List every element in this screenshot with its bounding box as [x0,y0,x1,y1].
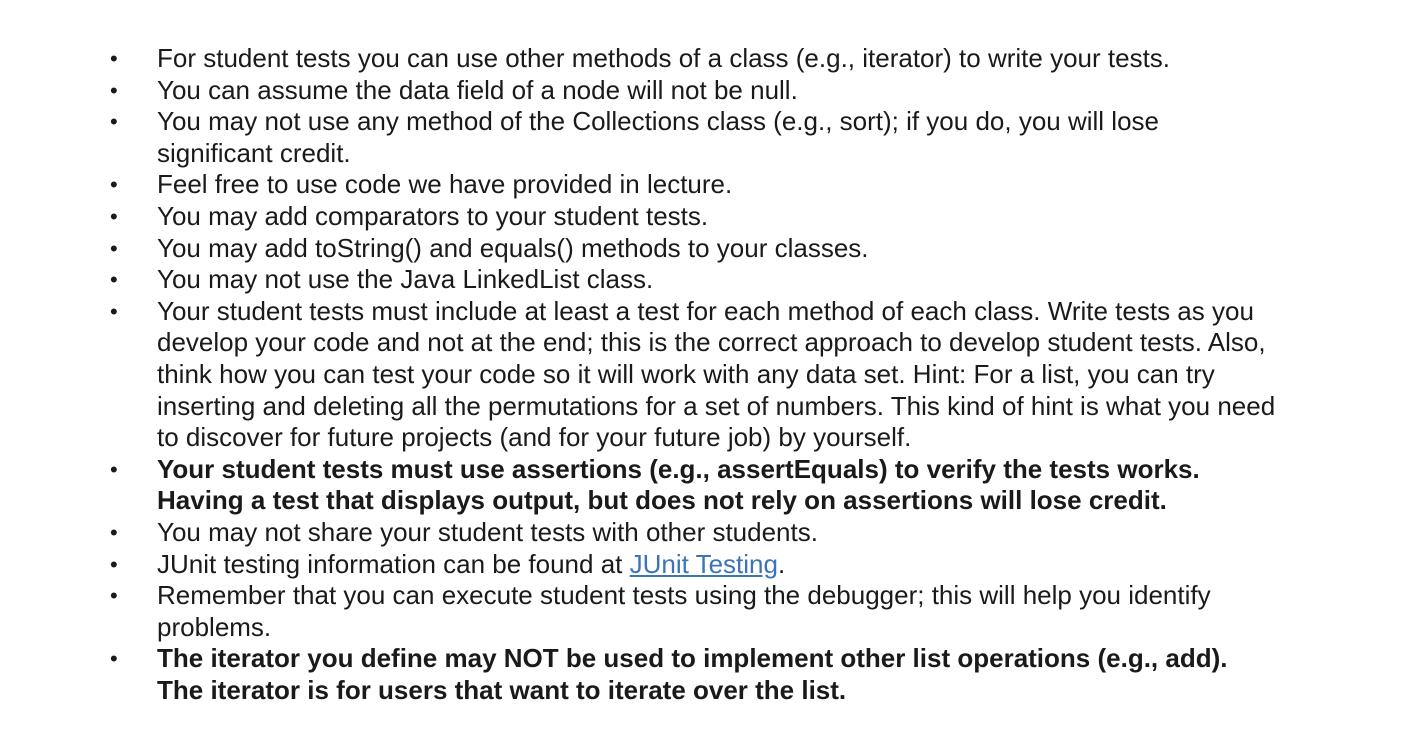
list-item [0,75,1277,107]
bullet-icon: • [110,77,118,103]
bullet-icon: • [110,267,118,293]
list-item-text [157,549,785,579]
bullet-icon: • [110,235,118,261]
list-item [0,106,1277,169]
list-item-text: You may not use the Java LinkedList class. [157,264,654,295]
list-item-text: You can assume the data field of a node will not be null. [157,74,798,105]
list-item [0,296,1277,454]
requirements-list [0,43,1412,706]
bullet-icon: • [110,646,118,672]
bullet-icon: • [110,172,118,198]
list-item [0,517,1277,549]
bullet-icon: • [110,46,118,71]
list-item-text: Your student tests must include at least a test for each method of each class. Write tests as you develop your code and not at the end; this is the correct approach to develop student tests. Also, think how you can test your code so it will work with any data set. Hint: For a list, you can try inserting and deleting all the permutations for a set of numbers. This kind of hint is what you need to discover for future projects (and for your future job) by yourself. [157,295,1276,453]
list-item-emphasized [0,454,1277,517]
bullet-icon: • [110,583,118,609]
list-item [0,549,1277,581]
junit-info-suffix: . [777,548,786,579]
bullet-icon: • [110,519,118,545]
bullet-icon: • [110,298,118,324]
list-item-text: You may add comparators to your student tests. [157,200,709,231]
list-item [0,43,1277,75]
list-item [0,233,1277,265]
list-item-text: You may not use any method of the Collections class (e.g., sort); if you do, you will lose significant credit. [157,106,1159,168]
document-body [0,43,1412,706]
list-item-text: The iterator you define may NOT be used to implement other list operations (e.g., add). The iterator is for users that want to iterate over the list. [157,643,1228,705]
junit-info-prefix: JUnit testing information can be found at [157,548,630,579]
bullet-icon: • [110,109,118,135]
bullet-icon: • [110,203,118,229]
list-item [0,169,1277,201]
list-item [0,580,1277,643]
list-item-text: Feel free to use code we have provided in lecture. [157,169,733,200]
list-item [0,201,1277,233]
bullet-icon: • [110,551,118,577]
list-item-text: Your student tests must use assertions (e.g., assertEquals) to verify the tests works. Having a test that displays output, but does not rely on assertions will lose credit. [157,453,1200,516]
list-item-text: For student tests you can use other methods of a class (e.g., iterator) to write your tests. [157,43,1171,73]
list-item-text: Remember that you can execute student tests using the debugger; this will help you identify problems. [157,580,1211,642]
list-item [0,264,1277,296]
list-item-text: You may add toString() and equals() methods to your classes. [157,232,869,263]
list-item-text: You may not share your student tests with other students. [157,516,818,547]
junit-testing-link[interactable]: JUnit Testing [629,548,778,579]
bullet-icon: • [110,456,118,482]
list-item-emphasized [0,643,1277,706]
